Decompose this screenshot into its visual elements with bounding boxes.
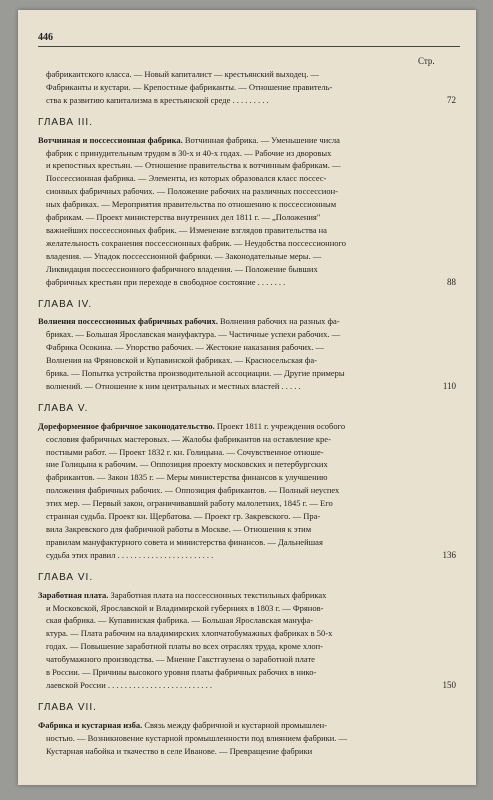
- toc-text: Связь между фабричной и кустарной промышлен-: [142, 719, 327, 730]
- toc-line: фабрикантского класса. — Новый капиталист — крестьянский выходец. —: [46, 69, 319, 79]
- toc-text: Проект 1811 г. учреждения особого: [214, 420, 346, 431]
- toc-line: правилам мануфактурного совета и министерства финансов. — Дальнейшая: [46, 536, 323, 547]
- toc-line: ностью. — Возникновение кустарной промышленности под влиянием фабрики. —: [46, 732, 348, 743]
- toc-line: брика. — Попытка устройства производительной ассоциации. — Другие примеры: [46, 368, 345, 379]
- toc-content: [38, 68, 456, 758]
- toc-line: в России. — Причины высокого уровня платы фабричных рабочих в нико-: [46, 667, 317, 678]
- page-number: 446: [38, 32, 53, 43]
- toc-line: [38, 420, 418, 433]
- continuation-entry: [38, 68, 456, 107]
- toc-line: [38, 315, 418, 328]
- toc-line: фабрикам. — Проект министерства внутренних дел 1811 г. — „Положения": [46, 212, 321, 223]
- toc-line: [38, 719, 418, 732]
- toc-line: ства к развитию капитализма в крестьянской среде . . . . . . . . .: [46, 94, 269, 105]
- toc-line: ктура. — Плата рабочим на владимирских хлопчатобумажных фабриках в 50-х: [46, 628, 333, 639]
- toc-line: сословия фабричных мастеровых. — Жалобы фабрикантов на оставление кре-: [46, 433, 331, 444]
- chapter-heading: ГЛАВА VI.: [38, 571, 94, 583]
- toc-text: Волнения рабочих на разных фа-: [217, 316, 340, 327]
- chapter-title: Дореформенное фабричное законодательство.: [38, 420, 215, 431]
- toc-text: Заработная плата на поссессионных текстильных фабриках: [108, 589, 327, 600]
- toc-line: лаевской России . . . . . . . . . . . . . . . . . . . . . . . . .: [46, 679, 213, 690]
- chapter-title: Волнения поссессионных фабричных рабочих.: [38, 316, 218, 327]
- toc-line: этих мер. — Первый закон, ограничивавший работу малолетних, 1845 г. — Его: [46, 498, 333, 509]
- header-rule: [38, 46, 460, 47]
- chapter-heading: ГЛАВА IV.: [38, 298, 93, 310]
- chapter-entry: [38, 420, 456, 562]
- toc-line: вила Закревского для фабричной работы в Москве. — Отношения к этим: [46, 524, 312, 534]
- chapter-heading: ГЛАВА III.: [38, 116, 93, 128]
- toc-line: Кустарная набойка и ткачество в селе Иванове. — Превращение фабрики: [46, 745, 313, 756]
- toc-line: Фабрика Осокина. — Упорство рабочих. — Жестокие наказания рабочих. —: [46, 342, 324, 353]
- toc-text: Вотчинная фабрика. — Уменьшение числа: [182, 134, 340, 145]
- page-column-header: Стр.: [418, 56, 435, 66]
- toc-line: ных фабриках. — Мероприятия правительства по отношению к поссессионным: [46, 199, 337, 210]
- chapter-title: Фабрика и кустарная изба.: [38, 719, 143, 730]
- toc-line: годах. — Повышение заработной платы во всех отраслях труда, кроме хлоп-: [46, 641, 323, 652]
- toc-line: [38, 589, 418, 602]
- chapter-title: Вотчинная и поссессионная фабрика.: [38, 134, 183, 145]
- page-ref: 110: [442, 380, 456, 391]
- chapter-entry: [38, 315, 456, 392]
- toc-line: ние Голицына к рабочим. — Оппозиция проекту московских и петербургских: [46, 459, 328, 470]
- toc-line: желательность сохранения поссессионных фабрик. — Неудобства поссессионного: [46, 237, 347, 248]
- toc-line: фабрикантов. — Закон 1835 г. — Меры министерства финансов к улучшению: [46, 472, 328, 483]
- toc-line: фабричных крестьян при переходе в свободное состояние . . . . . . .: [46, 276, 286, 287]
- toc-line: волнений. — Отношение к ним центральных и местных властей . . . . .: [46, 380, 301, 391]
- toc-line: бриках. — Большая Ярославская мануфактура. — Частичные успехи рабочих. —: [46, 329, 341, 340]
- chapter-heading: ГЛАВА VII.: [38, 701, 97, 713]
- toc-line: и Московской, Ярославской и Владимирской губерниях в 1803 г. — Фрянов-: [46, 602, 324, 613]
- toc-line: Поссессионная фабрика. — Элементы, из которых образовался класс поссес-: [46, 173, 327, 184]
- toc-line: судьба этих правил . . . . . . . . . . . . . . . . . . . . . . .: [46, 549, 214, 560]
- toc-line: Волнения на Фряновской и Купавинской фабриках. — Красносельская фа-: [46, 355, 317, 366]
- page-ref: 136: [442, 549, 456, 560]
- chapter-heading: ГЛАВА V.: [38, 402, 89, 414]
- page-ref: 150: [442, 679, 456, 690]
- chapter-title: Заработная плата.: [38, 589, 109, 600]
- toc-line: важнейших поссессионных фабрик. — Изменение взглядов правительства на: [46, 224, 327, 235]
- chapter-entry: [38, 719, 418, 758]
- toc-line: ская фабрика. — Купавинская фабрика. — Большая Ярославская мануфа-: [46, 615, 313, 626]
- toc-line: странная судьба. Проект кн. Щербатова. — Проект гр. Закревского. — Пра-: [46, 511, 321, 522]
- chapter-entry: [38, 589, 456, 692]
- page-ref: 88: [447, 276, 456, 287]
- toc-line: Ликвидация поссессионного фабричного владения. — Положение бывших: [46, 263, 318, 274]
- toc-line: положения фабричных рабочих. — Оппозиция фабрикантов. — Полный неуспех: [46, 485, 340, 496]
- toc-line: сионных фабричных рабочих. — Положение рабочих на различных поссессион-: [46, 186, 338, 197]
- page-ref: 72: [447, 94, 456, 105]
- toc-line: и крепостных крестьян. — Отношение правительства к вотчинным фабрикам. —: [46, 160, 341, 171]
- chapter-entry: [38, 134, 456, 289]
- toc-line: фабрик с принудительным трудом в 30-х и 40-х годах. — Рабочие из дворовых: [46, 147, 332, 158]
- toc-line: чатобумажного производства. — Мнение Гакстгаузена о заработной плате: [46, 654, 315, 665]
- toc-line: Фабриканты и кустари. — Крепостные фабриканты. — Отношение правитель-: [46, 81, 333, 92]
- book-page: [18, 10, 476, 785]
- toc-line: постными работ. — Проект 1832 г. кн. Голицына. — Сочувственное отноше-: [46, 446, 324, 457]
- toc-line: владения. — Упадок поссессионной фабрики. — Законодательные меры. —: [46, 250, 322, 261]
- toc-line: [38, 134, 418, 147]
